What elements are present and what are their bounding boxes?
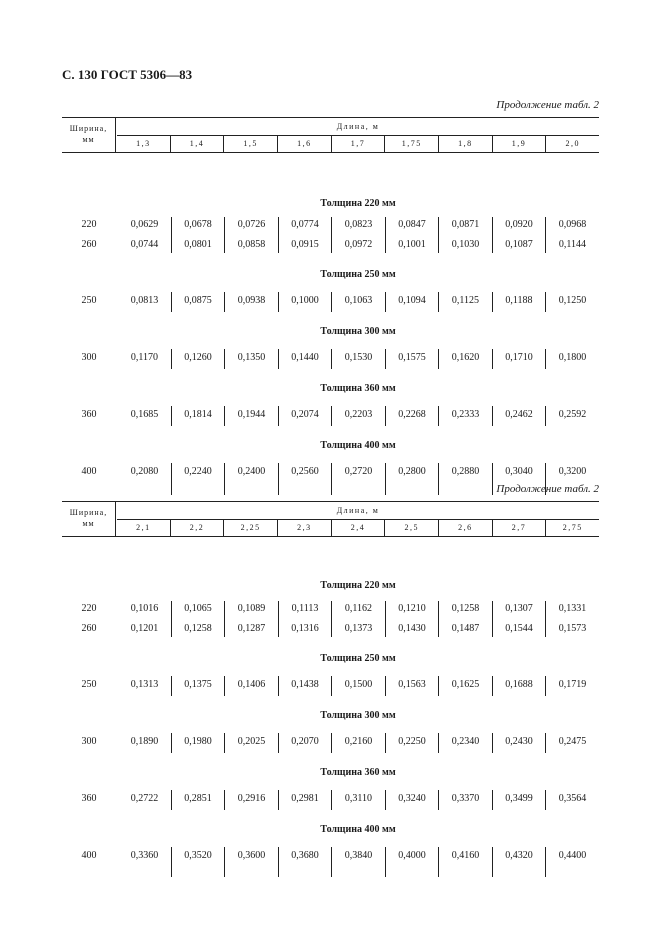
length-column-header: 1,6 — [278, 136, 332, 152]
value-cell: 0,2430 — [505, 736, 533, 747]
column-divider — [438, 463, 439, 495]
column-divider — [278, 601, 279, 637]
column-divider — [385, 292, 386, 312]
column-divider — [385, 349, 386, 369]
column-divider — [492, 406, 493, 426]
value-cell: 0,3680 — [291, 850, 319, 861]
width-cell: 300 — [81, 352, 97, 363]
column-divider — [545, 733, 546, 753]
column-divider — [224, 847, 225, 877]
value-cell: 0,1250 — [558, 295, 587, 306]
value-cell: 0,2475 — [558, 736, 587, 747]
column-divider — [438, 847, 439, 877]
column-divider — [438, 406, 439, 426]
value-cell: 0,1406 — [237, 679, 266, 690]
thickness-section-title: Толщина 360 мм — [320, 767, 396, 778]
value-cell: 0,1685 — [130, 409, 159, 420]
column-divider — [278, 847, 279, 877]
value-cell: 0,2160 — [344, 736, 373, 747]
value-cell: 0,2981 — [291, 793, 319, 804]
value-cell: 0,2400 — [237, 466, 266, 477]
column-divider — [331, 349, 332, 369]
value-cell: 0,0915 — [291, 239, 319, 250]
column-divider — [438, 292, 439, 312]
value-cell: 0,2340 — [451, 736, 480, 747]
table-continuation-label: Продолжение табл. 2 — [496, 99, 599, 111]
value-cell: 0,3520 — [184, 850, 212, 861]
length-column-header: 1,5 — [224, 136, 278, 152]
column-divider — [545, 217, 546, 253]
value-cell: 0,1814 — [184, 409, 212, 420]
value-cell: 0,2592 — [558, 409, 587, 420]
column-divider — [224, 292, 225, 312]
value-cell: 0,2250 — [398, 736, 426, 747]
column-divider — [545, 292, 546, 312]
width-header-line: мм — [82, 519, 95, 528]
length-column-header: 2,3 — [278, 520, 332, 536]
value-cell: 0,2851 — [184, 793, 212, 804]
value-cell: 0,2800 — [398, 466, 426, 477]
value-cell: 0,1331 — [558, 603, 587, 614]
column-divider — [331, 733, 332, 753]
value-cell: 0,0972 — [344, 239, 373, 250]
value-cell: 0,4400 — [558, 850, 587, 861]
thickness-section-title: Толщина 300 мм — [320, 326, 396, 337]
column-divider — [331, 676, 332, 696]
column-divider — [545, 847, 546, 877]
value-cell: 0,1210 — [398, 603, 426, 614]
column-divider — [385, 463, 386, 495]
column-divider — [171, 292, 172, 312]
column-divider — [278, 463, 279, 495]
column-divider — [278, 406, 279, 426]
column-divider — [331, 217, 332, 253]
value-cell: 0,2268 — [398, 409, 426, 420]
length-column-header: 2,2 — [171, 520, 225, 536]
value-cell: 0,1620 — [451, 352, 480, 363]
value-cell: 0,0968 — [558, 219, 587, 230]
value-cell: 0,2880 — [451, 466, 480, 477]
column-divider — [171, 217, 172, 253]
value-cell: 0,1030 — [451, 239, 480, 250]
table-body — [62, 501, 599, 861]
column-divider — [438, 733, 439, 753]
value-cell: 0,0744 — [130, 239, 159, 250]
value-cell: 0,4000 — [398, 850, 426, 861]
value-cell: 0,1162 — [344, 603, 373, 614]
value-cell: 0,3840 — [344, 850, 373, 861]
data-table-2 — [62, 501, 599, 861]
value-cell: 0,1487 — [451, 623, 480, 634]
page-header: С. 130 ГОСТ 5306—83 — [62, 67, 193, 82]
column-divider — [171, 463, 172, 495]
thickness-section-title: Толщина 300 мм — [320, 710, 396, 721]
value-cell: 0,0938 — [237, 295, 266, 306]
value-cell: 0,1188 — [505, 295, 533, 306]
width-cell: 360 — [81, 409, 97, 420]
value-cell: 0,1201 — [130, 623, 159, 634]
value-cell: 0,0847 — [398, 219, 426, 230]
value-cell: 0,1170 — [130, 352, 159, 363]
table-body — [62, 117, 599, 477]
column-divider — [438, 217, 439, 253]
length-column-header: 1,3 — [117, 136, 171, 152]
value-cell: 0,1573 — [558, 623, 587, 634]
value-cell: 0,0871 — [451, 219, 480, 230]
value-cell: 0,3200 — [558, 466, 587, 477]
column-divider — [331, 463, 332, 495]
value-cell: 0,1800 — [558, 352, 587, 363]
length-column-header: 1,4 — [171, 136, 225, 152]
column-divider — [224, 406, 225, 426]
length-column-header: 2,7 — [493, 520, 547, 536]
column-divider — [331, 790, 332, 810]
value-cell: 0,1258 — [184, 623, 212, 634]
value-cell: 0,1350 — [237, 352, 266, 363]
value-cell: 0,3360 — [130, 850, 159, 861]
column-divider — [224, 217, 225, 253]
length-column-group-header: Длина, м — [117, 502, 599, 520]
value-cell: 0,1625 — [451, 679, 480, 690]
width-header-line: Ширина, — [69, 508, 108, 517]
length-column-header: 2,0 — [565, 139, 580, 148]
column-divider — [492, 676, 493, 696]
width-cell: 260 — [81, 239, 97, 250]
length-column-header: 1,75 — [385, 136, 439, 152]
value-cell: 0,1000 — [291, 295, 319, 306]
thickness-section-title: Толщина 220 мм — [320, 580, 396, 591]
value-cell: 0,3564 — [558, 793, 587, 804]
column-divider — [224, 349, 225, 369]
column-divider — [438, 349, 439, 369]
value-cell: 0,0813 — [130, 295, 159, 306]
column-divider — [545, 349, 546, 369]
value-cell: 0,2722 — [130, 793, 159, 804]
width-cell: 260 — [81, 623, 97, 634]
value-cell: 0,1016 — [130, 603, 159, 614]
value-cell: 0,1563 — [398, 679, 426, 690]
value-cell: 0,2462 — [505, 409, 533, 420]
value-cell: 0,0774 — [291, 219, 319, 230]
length-column-header: 2,4 — [332, 520, 386, 536]
value-cell: 0,1544 — [505, 623, 533, 634]
value-cell: 0,0858 — [237, 239, 266, 250]
value-cell: 0,1307 — [505, 603, 533, 614]
value-cell: 0,4160 — [451, 850, 480, 861]
value-cell: 0,1944 — [237, 409, 266, 420]
column-divider — [171, 733, 172, 753]
value-cell: 0,1575 — [398, 352, 426, 363]
value-cell: 0,1430 — [398, 623, 426, 634]
value-cell: 0,1065 — [184, 603, 212, 614]
width-cell: 220 — [81, 603, 97, 614]
value-cell: 0,1287 — [237, 623, 266, 634]
length-column-group-header: Длина, м — [117, 118, 599, 136]
value-cell: 0,2080 — [130, 466, 159, 477]
table-continuation-label: Продолжение табл. 2 — [496, 483, 599, 495]
value-cell: 0,0823 — [344, 219, 373, 230]
column-divider — [492, 217, 493, 253]
width-cell: 400 — [81, 850, 97, 861]
column-divider — [278, 349, 279, 369]
length-column-header: 1,9 — [493, 136, 547, 152]
value-cell: 0,1313 — [130, 679, 159, 690]
value-cell: 0,0920 — [505, 219, 533, 230]
width-cell: 400 — [81, 466, 97, 477]
value-cell: 0,1260 — [184, 352, 212, 363]
value-cell: 0,3600 — [237, 850, 266, 861]
value-cell: 0,1125 — [451, 295, 480, 306]
column-divider — [224, 601, 225, 637]
thickness-section-title: Толщина 220 мм — [320, 198, 396, 209]
value-cell: 0,2070 — [291, 736, 319, 747]
value-cell: 0,3110 — [344, 793, 373, 804]
value-cell: 0,1258 — [451, 603, 480, 614]
value-cell: 0,3499 — [505, 793, 533, 804]
value-cell: 0,1316 — [291, 623, 319, 634]
value-cell: 0,1001 — [398, 239, 426, 250]
thickness-section-title: Толщина 360 мм — [320, 383, 396, 394]
value-cell: 0,1094 — [398, 295, 426, 306]
value-cell: 0,1890 — [130, 736, 159, 747]
column-divider — [278, 733, 279, 753]
length-column-header: 2,75 — [562, 523, 583, 532]
column-divider — [171, 847, 172, 877]
value-cell: 0,3040 — [505, 466, 533, 477]
value-cell: 0,1144 — [558, 239, 587, 250]
thickness-section-title: Толщина 250 мм — [320, 269, 396, 280]
column-divider — [224, 463, 225, 495]
value-cell: 0,1440 — [291, 352, 319, 363]
column-divider — [438, 790, 439, 810]
column-divider — [224, 676, 225, 696]
column-divider — [385, 217, 386, 253]
column-divider — [385, 733, 386, 753]
value-cell: 0,2560 — [291, 466, 319, 477]
column-divider — [278, 217, 279, 253]
width-header-line: Ширина, — [69, 124, 108, 133]
length-column-header: 1,8 — [439, 136, 493, 152]
value-cell: 0,2240 — [184, 466, 212, 477]
thickness-section-title: Толщина 400 мм — [320, 824, 396, 835]
column-divider — [224, 733, 225, 753]
column-divider — [492, 790, 493, 810]
value-cell: 0,0629 — [130, 219, 159, 230]
column-divider — [492, 847, 493, 877]
column-divider — [492, 601, 493, 637]
length-column-header: 2,25 — [224, 520, 278, 536]
column-divider — [171, 349, 172, 369]
length-column-header: 2,1 — [117, 520, 171, 536]
column-divider — [331, 847, 332, 877]
width-cell: 300 — [81, 736, 97, 747]
width-cell: 250 — [81, 295, 97, 306]
column-divider — [438, 676, 439, 696]
length-column-header: 1,7 — [332, 136, 386, 152]
column-divider — [331, 601, 332, 637]
value-cell: 0,0875 — [184, 295, 212, 306]
column-divider — [171, 601, 172, 637]
column-divider — [492, 463, 493, 495]
column-divider — [171, 676, 172, 696]
thickness-section-title: Толщина 250 мм — [320, 653, 396, 664]
width-cell: 250 — [81, 679, 97, 690]
value-cell: 0,1113 — [291, 603, 319, 614]
value-cell: 0,1373 — [344, 623, 373, 634]
value-cell: 0,1089 — [237, 603, 266, 614]
value-cell: 0,0726 — [237, 219, 266, 230]
column-divider — [331, 406, 332, 426]
value-cell: 0,1719 — [558, 679, 587, 690]
column-divider — [545, 601, 546, 637]
column-divider — [171, 790, 172, 810]
value-cell: 0,0678 — [184, 219, 212, 230]
value-cell: 0,3240 — [398, 793, 426, 804]
value-cell: 0,1710 — [505, 352, 533, 363]
column-divider — [278, 790, 279, 810]
value-cell: 0,1530 — [344, 352, 373, 363]
column-divider — [492, 349, 493, 369]
width-cell: 360 — [81, 793, 97, 804]
column-divider — [545, 406, 546, 426]
length-column-header: 2,5 — [385, 520, 439, 536]
thickness-section-title: Толщина 400 мм — [320, 440, 396, 451]
column-divider — [545, 676, 546, 696]
value-cell: 0,3370 — [451, 793, 480, 804]
width-cell: 220 — [81, 219, 97, 230]
width-header-line: мм — [82, 135, 95, 144]
value-cell: 0,4320 — [505, 850, 533, 861]
column-divider — [331, 292, 332, 312]
column-divider — [385, 601, 386, 637]
value-cell: 0,1688 — [505, 679, 533, 690]
column-divider — [438, 601, 439, 637]
value-cell: 0,0801 — [184, 239, 212, 250]
value-cell: 0,2074 — [291, 409, 319, 420]
value-cell: 0,2916 — [237, 793, 266, 804]
column-divider — [385, 676, 386, 696]
column-divider — [385, 790, 386, 810]
column-divider — [278, 676, 279, 696]
value-cell: 0,1063 — [344, 295, 373, 306]
value-cell: 0,1980 — [184, 736, 212, 747]
value-cell: 0,2203 — [344, 409, 373, 420]
column-divider — [278, 292, 279, 312]
value-cell: 0,1087 — [505, 239, 533, 250]
column-divider — [545, 790, 546, 810]
column-divider — [385, 406, 386, 426]
value-cell: 0,2025 — [237, 736, 266, 747]
column-divider — [385, 847, 386, 877]
value-cell: 0,1438 — [291, 679, 319, 690]
column-divider — [492, 733, 493, 753]
value-cell: 0,2720 — [344, 466, 373, 477]
column-divider — [224, 790, 225, 810]
column-divider — [171, 406, 172, 426]
column-divider — [492, 292, 493, 312]
value-cell: 0,1500 — [344, 679, 373, 690]
value-cell: 0,1375 — [184, 679, 212, 690]
length-column-header: 2,6 — [439, 520, 493, 536]
data-table-1 — [62, 117, 599, 477]
value-cell: 0,2333 — [451, 409, 480, 420]
